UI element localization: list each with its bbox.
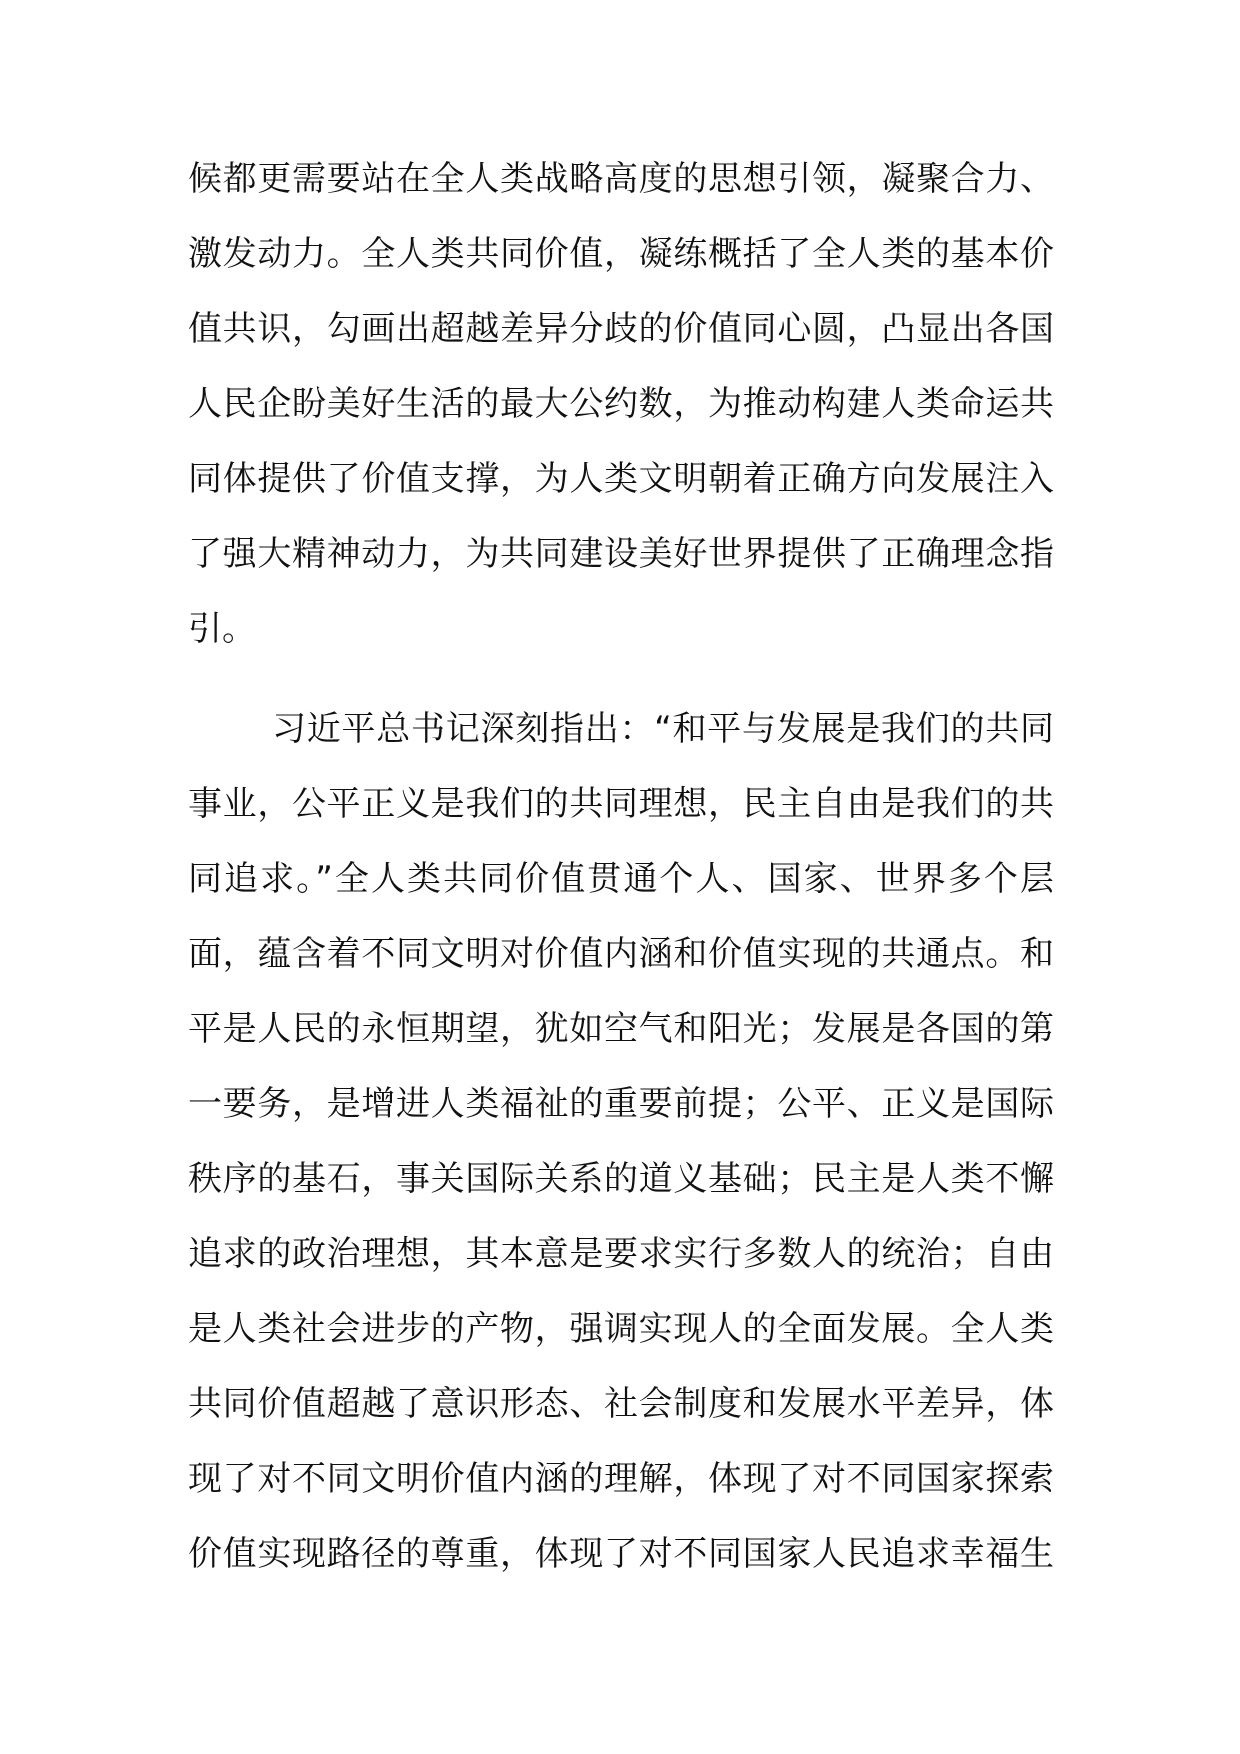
paragraph-1-line: 激发动力。全人类共同价值，凝练概括了全人类的基本价 <box>188 234 1054 274</box>
paragraph-1-line: 候都更需要站在全人类战略高度的思想引领，凝聚合力、 <box>188 159 1054 199</box>
paragraph-2-line: 习近平总书记深刻指出：“和平与发展是我们的共同 <box>272 709 1054 749</box>
paragraph-2-line: 一要务，是增进人类福祉的重要前提；公平、正义是国际 <box>188 1084 1054 1124</box>
paragraph-1-line: 了强大精神动力，为共同建设美好世界提供了正确理念指 <box>188 534 1054 574</box>
paragraph-1-line: 值共识，勾画出超越差异分歧的价值同心圆，凸显出各国 <box>188 309 1054 349</box>
paragraph-1-line: 人民企盼美好生活的最大公约数，为推动构建人类命运共 <box>188 384 1054 424</box>
paragraph-1 <box>188 142 1054 667</box>
paragraph-2-line: 是人类社会进步的产物，强调实现人的全面发展。全人类 <box>188 1309 1054 1349</box>
paragraph-2-line: 现了对不同文明价值内涵的理解，体现了对不同国家探索 <box>188 1459 1054 1499</box>
paragraph-2-line: 面，蕴含着不同文明对价值内涵和价值实现的共通点。和 <box>188 934 1054 974</box>
paragraph-2-line: 事业，公平正义是我们的共同理想，民主自由是我们的共 <box>188 784 1054 824</box>
paragraph-1-line: 同体提供了价值支撑，为人类文明朝着正确方向发展注入 <box>188 459 1054 499</box>
paragraph-2-line: 同追求。”全人类共同价值贯通个人、国家、世界多个层 <box>188 859 1054 899</box>
paragraph-2-line: 秩序的基石，事关国际关系的道义基础；民主是人类不懈 <box>188 1159 1054 1199</box>
paragraph-2-line: 价值实现路径的尊重，体现了对不同国家人民追求幸福生 <box>188 1534 1054 1574</box>
paragraph-2-line: 追求的政治理想，其本意是要求实行多数人的统治；自由 <box>188 1234 1054 1274</box>
paragraph-1-line: 引。 <box>188 609 256 649</box>
paragraph-2-line: 平是人民的永恒期望，犹如空气和阳光；发展是各国的第 <box>188 1009 1054 1049</box>
paragraph-2-line: 共同价值超越了意识形态、社会制度和发展水平差异，体 <box>188 1384 1054 1424</box>
paragraph-2 <box>188 692 1054 1592</box>
